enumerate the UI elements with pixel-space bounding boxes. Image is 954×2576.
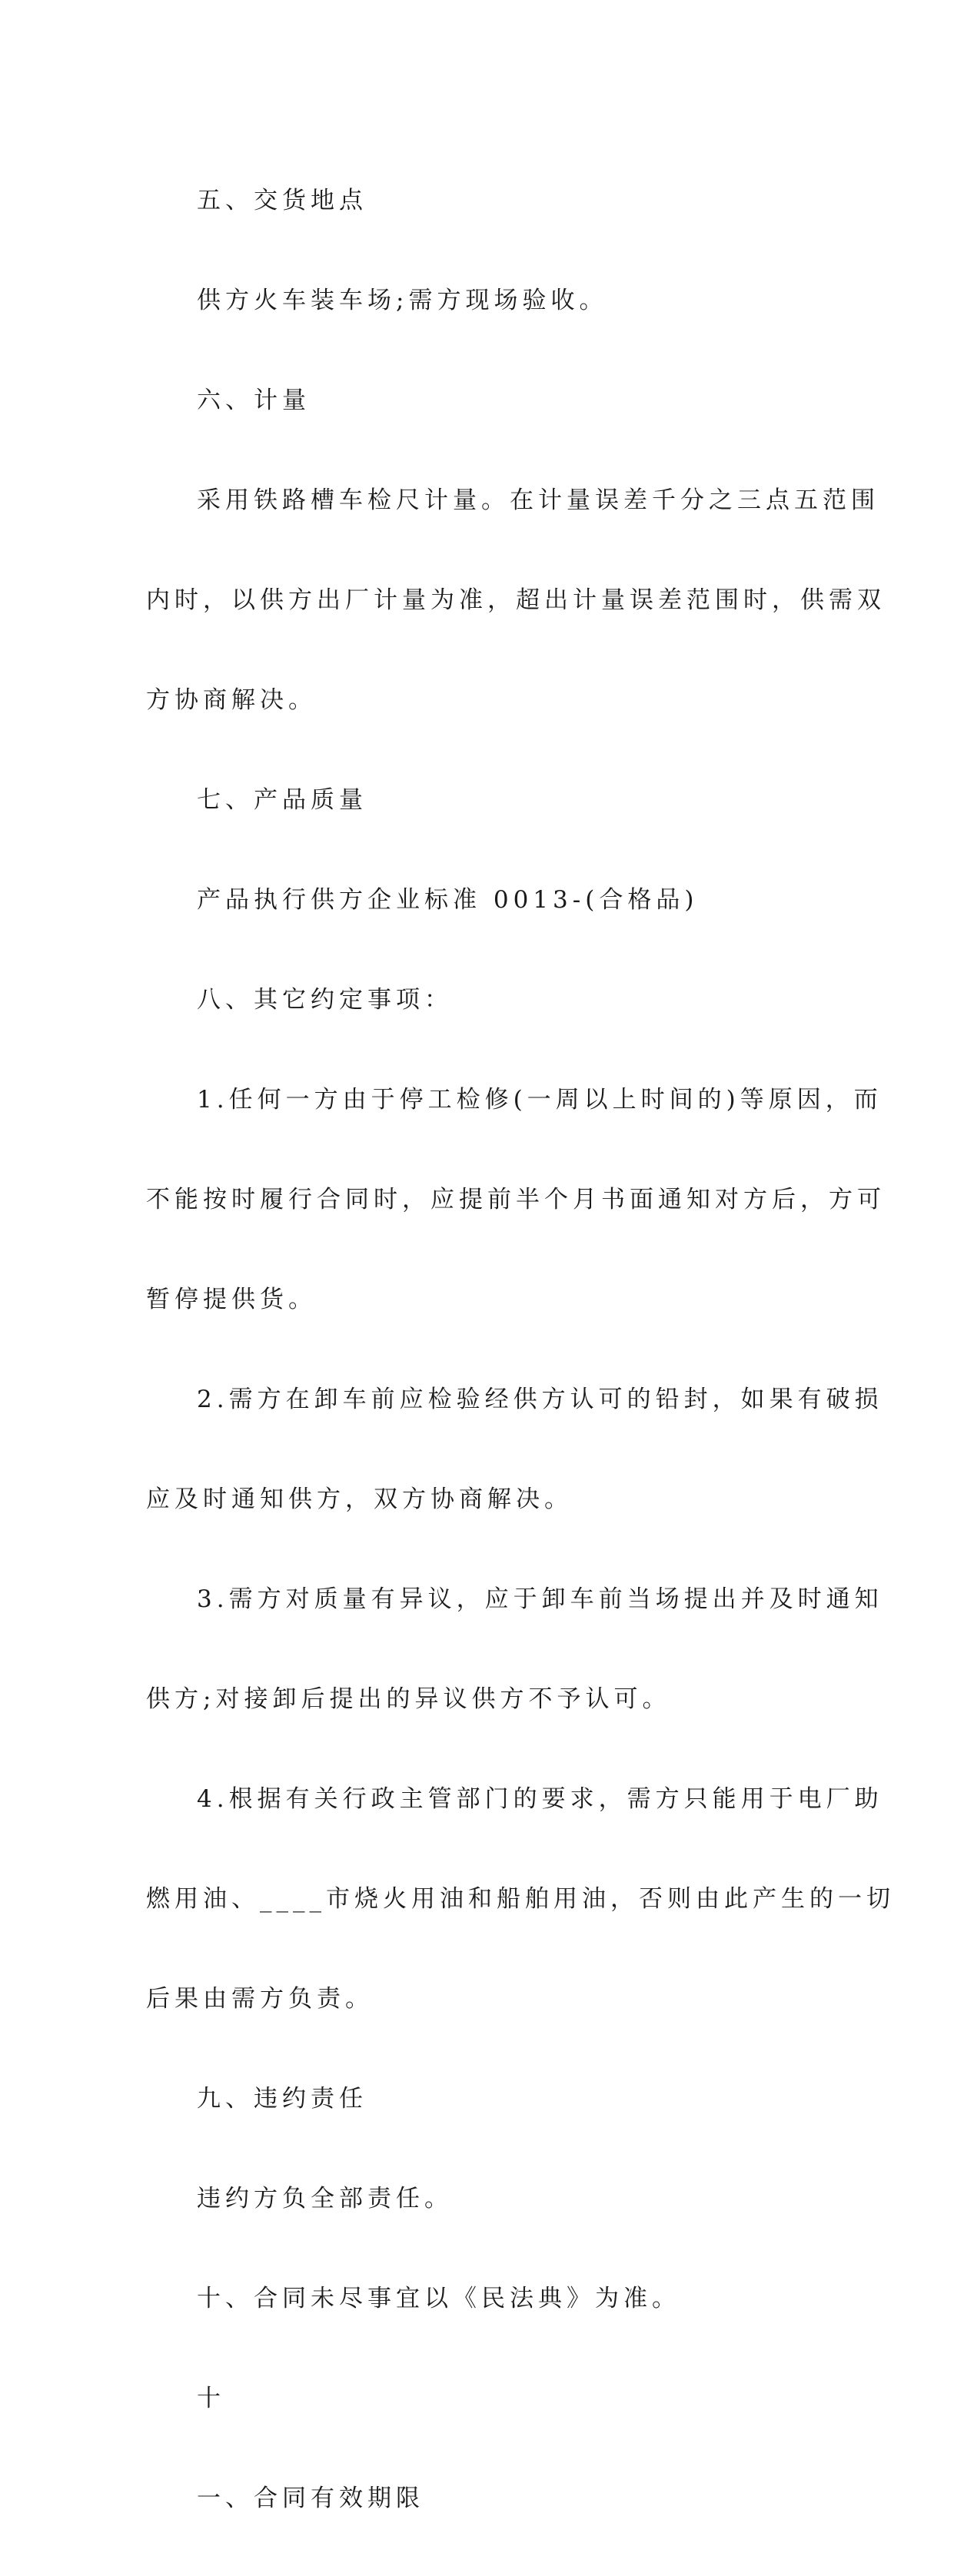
text-line: 供方火车装车场;需方现场验收。: [197, 287, 608, 314]
text-line: 后果由需方负责。: [146, 1985, 374, 2013]
section-heading-other-terms: 八、其它约定事项：: [197, 986, 453, 1014]
text-line: 方协商解决。: [146, 686, 317, 714]
document-body: [146, 123, 895, 2576]
text-line: 违约方负全部责任。: [197, 2185, 453, 2213]
text-line: 3.需方对质量有异议，应于卸车前当场提出并及时通知: [197, 1585, 883, 1613]
text-line: 供方;对接卸后提出的异议供方不予认可。: [146, 1685, 671, 1713]
text-line: 4.根据有关行政主管部门的要求，需方只能用于电厂助: [197, 1785, 883, 1813]
text-line: 应及时通知供方，双方协商解决。: [146, 1486, 573, 1513]
section-number: 十: [197, 2385, 225, 2412]
section-heading-delivery-location: 五、交货地点: [197, 187, 367, 214]
text-line: 采用铁路槽车检尺计量。在计量误差千分之三点五范围: [197, 486, 879, 514]
text-line: 内时，以供方出厂计量为准，超出计量误差范围时，供需双: [146, 586, 886, 614]
text-line: 产品执行供方企业标准 0013-(合格品): [197, 886, 699, 914]
section-heading-product-quality: 七、产品质量: [197, 786, 367, 814]
text-line: 燃用油、____市烧火用油和船舶用油，否则由此产生的一切: [146, 1885, 895, 1913]
text-line: 2.需方在卸车前应检验经供方认可的铅封，如果有破损: [197, 1386, 883, 1413]
section-heading-validity-period: 一、合同有效期限: [197, 2485, 424, 2512]
document-page: [146, 123, 895, 2576]
section-heading-measurement: 六、计量: [197, 387, 311, 414]
section-heading-liability: 九、违约责任: [197, 2085, 367, 2113]
text-line: 1.任何一方由于停工检修(一周以上时间的)等原因，而: [197, 1086, 883, 1114]
text-line: 不能按时履行合同时，应提前半个月书面通知对方后，方可: [146, 1186, 886, 1213]
section-heading-civil-code: 十、合同未尽事宜以《民法典》为准。: [197, 2285, 680, 2312]
text-line: 暂停提供货。: [146, 1286, 317, 1313]
